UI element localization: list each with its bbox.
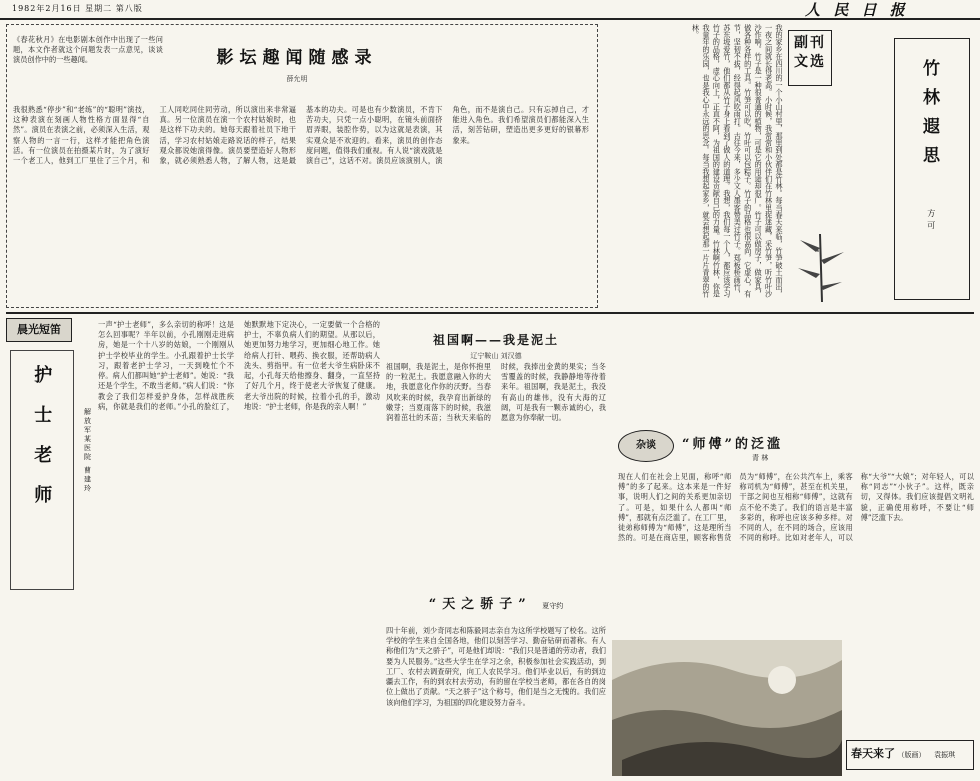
essay2-body: 现在人们在社会上见面，称呼“师傅”的多了起来。这本来是一件好事，说明人们之间的关系更加亲切了。可是，如果什么人都叫“师傅”，那就有点泛滥了。在工厂里，徒弟称师傅为“师傅”，这是理所当然的。可是在商店里，顾客称售货员为“师傅”，在公共汽车上，乘客称司机为“师傅”，甚至在机关里，干部之间也互相称“师傅”，这就有点不伦不类了。我们的语言是丰富多彩的，称呼也应该多种多样。对不同的人，在不同的场合，应该用不同的称呼。比如对老年人，可以称“大爷”“大娘”；对年轻人，可以称“同志”“小伙子”。这样，既亲切，又得体。我们应该提倡文明礼貌，正确使用称呼，不要让“师傅”泛滥下去。	[618, 472, 974, 543]
page-header	[0, 0, 980, 20]
essay2-title: “师傅”的泛滥	[682, 437, 783, 452]
poem3-author: 袁振琪	[934, 751, 956, 759]
poem3-title: 春天来了	[851, 747, 895, 760]
poem2-author: 辽宁鞍山 刘汉德	[470, 352, 522, 361]
essay-body: 我很熟悉“停步”和“老练”的“聪明”演技，这种表演在刻画人物性格方面显得“自然”。演员在表演之前，必须深入生活，观察人物的一言一行，这样才能把角色演活。有一位演员在拍摄某片时，为了演好一个老工人，他到工厂里住了三个月，和工人同吃同住同劳动，所以演出来非常逼真。另一位演员在演一个农村姑娘时，也是这样下功夫的。她每天跟着社员下地干活，学习农村姑娘走路说话的样子，结果观众都说她演得像。演员要塑造好人物形象，就必须熟悉人物，了解人物，这是最基本的功夫。可是也有少数演员，不肯下苦功夫，只凭一点小聪明，在镜头前面挤眉弄眼，装腔作势，以为这就是表演，其实观众是不欢迎的。看来，演员的创作态度问题，值得我们重视。有人说“演戏就是演自己”，这话不对。演员应该演别人，演角色，而不是演自己。只有忘掉自己，才能进入角色。我们希望演员们都能深入生活，刻苦钻研，塑造出更多更好的银幕形象来。	[13, 105, 589, 166]
article-author: 夏守约	[542, 602, 564, 610]
essay-title: 影坛趣闻随感录	[216, 48, 378, 68]
article-heading	[386, 596, 606, 614]
zatan-brand: 杂谈	[618, 430, 674, 462]
column-author: 方可	[926, 209, 936, 233]
article-section	[386, 578, 606, 776]
column-title: 竹林遐思	[918, 59, 939, 175]
poem-section	[6, 318, 380, 776]
poem3-section	[846, 640, 974, 776]
poem2-body: 祖国啊，我是泥土，是你怀抱里的一粒泥土。我愿意融入你的大地，我愿意化作你的沃野。当春风吹来的时候，我孕育出新绿的嫩芽；当夏雨落下的时候，我滋润着茁壮的禾苗；当秋天来临的时候，我捧出金黄的果实；当冬雪覆盖的时候，我静静地等待着来年。祖国啊，我是泥土，我没有高山的雄伟，没有大海的辽阔，可是我有一颗赤诚的心，我愿意为你奉献一切。	[386, 362, 606, 423]
poem3-caption	[846, 740, 974, 770]
woodcut-drawing	[612, 640, 842, 776]
column-title-box	[894, 38, 970, 300]
article-title: “天之骄子”	[428, 597, 532, 612]
essay2-continued	[848, 318, 974, 422]
essay-box	[6, 24, 598, 308]
column-body: 我的家乡在四川的一个小山村里，那里到处都是竹林。每当春天来临，竹笋破土而出，一夜之间就长得老高。小时候，我常常和小伙伴们在竹林里捉迷藏，采竹笋，听竹叶沙沙作响。竹子是一种很普通的植物，可是它的用途却很广。竹子可以做房子，做家具，做各种各样的工具。竹笋可以吃，竹叶可以包粽子。竹子的品格也很高尚，它虚心，有节，坚韧不拔，经得起风吹雨打。古往今来，多少文人墨客赞美过竹子。郑板桥画竹，苏东坡爱竹，他们都从竹子身上看到了做人的道理。我想，我们每一个人，都应该学习竹子的品格，虚心向上，正直不阿，为祖国的建设贡献自己的力量。竹林啊竹林，你是我童年的乐园，也是我心中永远的思念。每当我想起家乡，就会想起那一片片青翠的竹林。	[691, 24, 784, 298]
poem-title: 护士老师	[31, 365, 53, 525]
supplement-brand-2: 文选	[794, 53, 826, 70]
header-date: 1982年2月16日 星期二 第八版	[12, 4, 143, 13]
column-section	[602, 24, 974, 308]
poem2-section	[386, 318, 606, 572]
section-rule	[6, 312, 974, 314]
supplement-brand	[788, 30, 832, 86]
poem3-note: （版画）	[897, 751, 926, 759]
bamboo-drawing	[792, 230, 852, 304]
poem-author: 解放军某医院 曹建玲	[83, 408, 92, 494]
essay-author: 薛允明	[286, 75, 308, 83]
morning-brand: 晨光短笛	[6, 318, 72, 342]
article-body: 四十年前，刘少奇同志和陈毅同志亲自为这所学校题写了校名。这所学校的学生来自全国各地，他们以刻苦学习、勤奋钻研而著称。有人称他们为“天之骄子”，可是他们却说：“我们只是普通的劳动者，我们要为人民服务。”这些大学生在学习之余，积极参加社会实践活动，到工厂、农村去调查研究，向工人农民学习。他们毕业以后，有的到边疆去工作，有的到农村去劳动，有的留在学校当老师，都在各自的岗位上做出了贡献。“天之骄子”这个称号，他们是当之无愧的。我们应该向他们学习，为祖国的四化建设努力奋斗。	[386, 626, 606, 707]
woodcut-image	[612, 640, 842, 776]
essay-intro: 《春花秋月》在电影剧本创作中出现了一些问题，本文作者就这个问题发表一点意见，谈谈演员创作中的一些趣闻。	[13, 35, 163, 65]
supplement-brand-1: 副刊	[794, 35, 826, 51]
essay2-author: 青 林	[752, 454, 769, 462]
poem-body: 一声“护士老师”，多么亲切的称呼！这是怎么回事呢？半年以前，小孔刚刚走进病房，她是一个十八岁的姑娘，一个刚刚从护士学校毕业的学生。小孔跟着护士长学习，跟着老护士学习，一天到晚忙个不停。病人们都叫她“护士老师”。她说：“我还是个学生，不敢当老师。”病人们说：“你教会了我们怎样爱护身体，怎样战胜疾病，你就是我们的老师。”小孔的脸红了，她默默地下定决心，一定要做一个合格的护士，不辜负病人们的期望。从那以后，她更加努力地学习，更加细心地工作。她给病人打针、喂药、换衣服，还帮助病人洗头、剪指甲。有一位老大爷生病卧床不起，小孔每天给他擦身、翻身，一直坚持了好几个月，终于使老大爷恢复了健康。老大爷出院的时候，拉着小孔的手，激动地说：“护士老师，你是我的亲人啊！”	[98, 320, 380, 411]
poem-title-box	[10, 350, 74, 590]
masthead: 人 民 日 报	[805, 1, 909, 19]
poem2-title: 祖国啊——我是泥土	[432, 333, 559, 347]
